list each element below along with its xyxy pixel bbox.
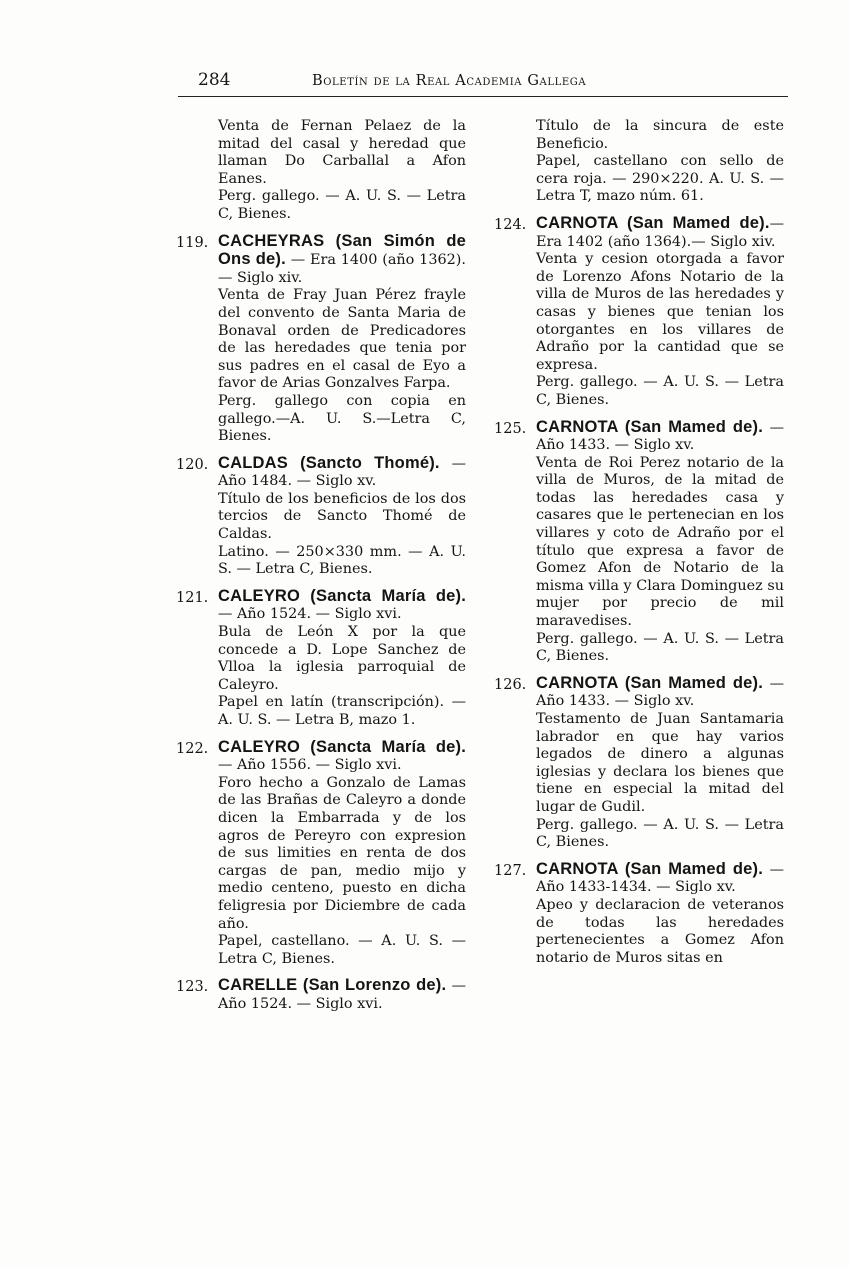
entry-date: — Año 1556. — Siglo xvi. [218, 757, 402, 774]
entry-paragraph: Papel en latín (transcripción). — A. U. S. — Letra B, mazo 1. [218, 694, 466, 728]
entry-heading-line [218, 739, 466, 775]
entry-paragraph: Perg. gallego. — A. U. S. — Letra C, Bienes. [218, 188, 466, 222]
continuation-entry [494, 118, 784, 206]
entry-date: — Año 1524. — Siglo xvi. [218, 606, 402, 623]
entry-heading: CARNOTA (San Mamed de). [536, 859, 764, 878]
entry-number: 119. [176, 234, 209, 251]
entry-number: 127. [494, 862, 527, 879]
entry-number: 125. [494, 420, 527, 437]
entry-paragraph: Apeo y declaracion de veteranos de todas las heredades pertenecientes a Gomez Afon notario de Muros sitas en [536, 896, 784, 966]
entry-heading-line [218, 977, 466, 1013]
entry-heading-line [536, 861, 784, 897]
entry-date: —Era 1402 (año 1364).— Siglo xiv. [536, 215, 784, 250]
entry-paragraph: Perg. gallego. — A. U. S. — Letra C, Bienes. [536, 630, 784, 665]
entry-heading: CALDAS (Sancto Thomé). [218, 453, 440, 472]
entry-body [218, 588, 466, 730]
entry-paragraph: Bula de León X por la que concede a D. Lope Sanchez de Vlloa la iglesia parroquial de Caleyro. [218, 624, 466, 693]
entry-paragraph: Testamento de Juan Santamaria labrador en que hay varios legados de dinero a algunas iglesias y declara los bienes que tiene en especial la mitad del lugar de Gudil. [536, 711, 784, 815]
entry-heading: CARNOTA (San Mamed de). [536, 673, 764, 692]
entry-number: 120. [176, 456, 209, 473]
catalog-entry [494, 419, 784, 666]
entry-paragraph: Papel, castellano con sello de cera roja. — 290×220. A. U. S. — Letra T, mazo núm. 61. [536, 153, 784, 205]
catalog-entry [176, 588, 466, 730]
entry-heading-line [218, 588, 466, 624]
entry-paragraph: Venta de Roi Perez notario de la villa de Muros, de la mitad de todas las heredades casa y casares que le pertenecian en los villares y coto de Adraño por el título que expresa a favor de Gomez Afon de Notario de la misma villa y Clara Dominguez su mujer por precio de mil maravedises. [536, 454, 784, 630]
catalog-entry [176, 233, 466, 446]
header-rule [178, 96, 788, 97]
entry-date: — Año 1433-1434. — Siglo xv. [536, 861, 785, 896]
entry-paragraph: Título de la sincura de este Beneficio. [536, 118, 784, 152]
entry-heading: CALEYRO (Sancta María de). [218, 737, 466, 756]
entry-heading-line [218, 455, 466, 491]
entry-paragraph: Perg. gallego. — A. U. S. — Letra C, Bienes. [536, 816, 784, 851]
entry-body [536, 675, 784, 852]
catalog-entry [176, 977, 466, 1013]
entry-paragraph: Perg. gallego con copia en gallego.—A. U. S.—Letra C, Bienes. [218, 392, 466, 445]
entry-heading: CARNOTA (San Mamed de). [536, 213, 770, 232]
entry-body [218, 233, 466, 446]
entry-paragraph: Venta de Fernan Pelaez de la mitad del casal y heredad que llaman Do Carballal a Afon Eanes. [218, 118, 466, 187]
entry-heading: CACHEYRAS (San Simón de Ons de). [218, 231, 466, 269]
entry-paragraph: Venta de Fray Juan Pérez frayle del convento de Santa Maria de Bonaval orden de Predicadores de las heredades que tenia por sus padres en el casal de Eyo a favor de Arias Gonzalves Farpa. [218, 287, 466, 392]
page-number: 284 [198, 70, 231, 90]
entry-date: — Año 1524. — Siglo xvi. [218, 978, 467, 1012]
left-column [176, 118, 466, 1014]
entry-body [218, 977, 466, 1013]
entry-date: — Año 1433. — Siglo xv. [536, 675, 785, 710]
right-column [494, 118, 784, 967]
entry-date: — Año 1484. — Siglo xv. [218, 455, 467, 490]
entry-number: 124. [494, 216, 527, 233]
entry-heading: CARELLE (San Lorenzo de). [218, 976, 447, 995]
entry-heading: CARNOTA (San Mamed de). [536, 417, 764, 436]
entry-number: 121. [176, 589, 209, 606]
entry-heading: CALEYRO (Sancta María de). [218, 586, 466, 605]
catalog-entry [494, 675, 784, 852]
entry-number: 126. [494, 676, 527, 693]
catalog-entry [176, 455, 466, 579]
entry-paragraph: Título de los beneficios de los dos tercios de Sancto Thomé de Caldas. [218, 490, 466, 543]
page-header [178, 66, 788, 96]
entry-body [218, 455, 466, 579]
entry-heading-line [536, 675, 784, 711]
entry-body [218, 739, 466, 969]
entry-heading-line [536, 419, 784, 455]
entry-body [536, 215, 784, 410]
entry-paragraph: Venta y cesion otorgada a favor de Lorenzo Afons Notario de la villa de Muros de las heredades y casas y bienes que tenian los otorgantes en los villares de Adraño por la cantidad que se expresa. [536, 251, 784, 373]
entry-date: — Año 1433. — Siglo xv. [536, 419, 785, 454]
entry-paragraph: Papel, castellano. — A. U. S. — Letra C, Bienes. [218, 933, 466, 967]
continuation-entry [176, 118, 466, 224]
entry-heading-line [536, 215, 784, 251]
running-title: Boletín de la Real Academia Gallega [312, 73, 587, 89]
entry-heading-line [218, 233, 466, 288]
catalog-entry [494, 861, 784, 968]
entry-body [536, 861, 784, 968]
entry-paragraph: Latino. — 250×330 mm. — A. U. S. — Letra C, Bienes. [218, 543, 466, 578]
entry-paragraph: Foro hecho a Gonzalo de Lamas de las Brañas de Caleyro a donde dicen la Embarrada y de los agros de Pereyro con expresion de sus limities en renta de dos cargas de pan, medio mijo y medio centeno, puesto en dicha feligresia por Diciembre de cada año. [218, 774, 466, 932]
catalog-entry [176, 739, 466, 969]
entry-body [536, 419, 784, 666]
catalog-entry [494, 215, 784, 410]
entry-number: 123. [176, 979, 209, 996]
entry-paragraph: Perg. gallego. — A. U. S. — Letra C, Bienes. [536, 374, 784, 408]
entry-number: 122. [176, 740, 209, 757]
entry-body [536, 118, 784, 206]
entry-date: — Era 1400 (año 1362). — Siglo xiv. [218, 252, 466, 286]
entry-body [218, 118, 466, 224]
